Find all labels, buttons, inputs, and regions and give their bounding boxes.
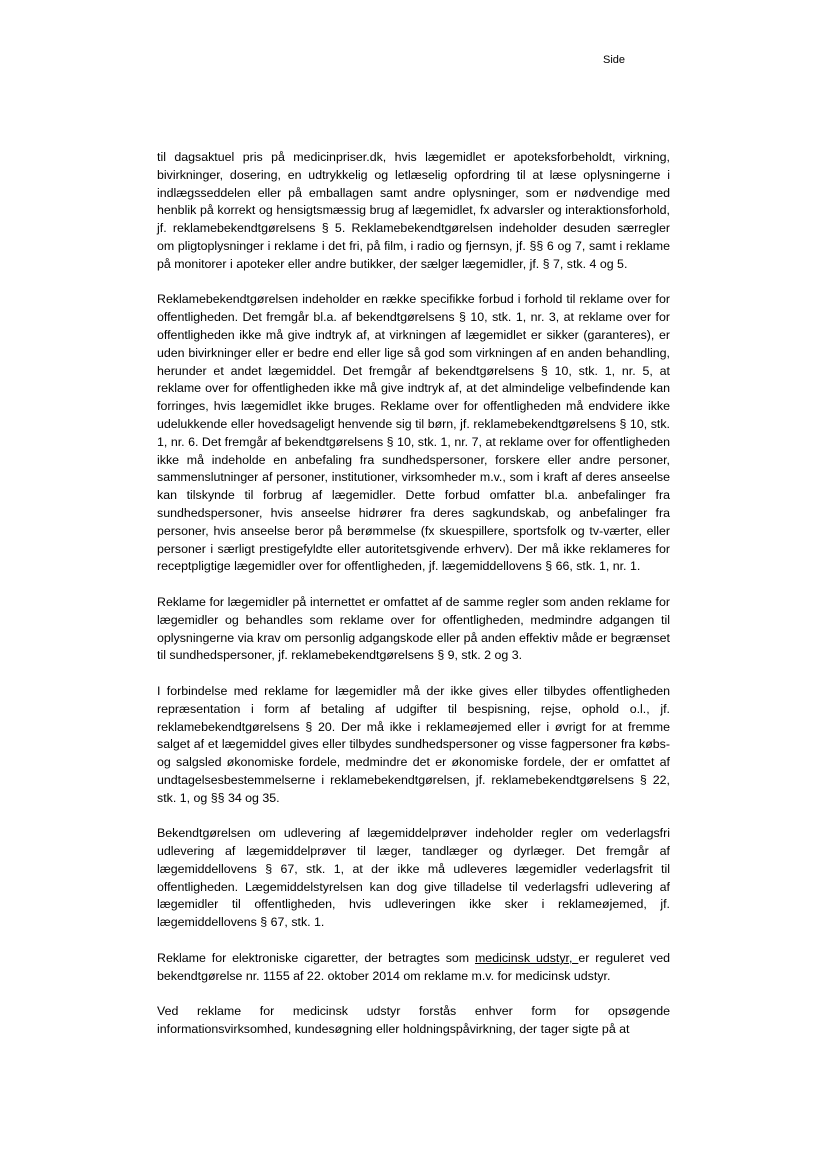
paragraph-repraesentation: I forbindelse med reklame for lægemidler må der ikke gives eller tilbydes offentligheden repræsentation i form af betaling af udgifter til bespisning, rejse, ophold o.l., jf. reklamebekendtgørelsens § 20. Der må ikke i reklameøjemed eller i øvrigt for at fremme salget af et lægemiddel gives eller tilbydes sundhedspersoner og visse fagpersoner fra købs- og salgsled økonomiske fordele, medmindre det er økonomiske fordele, der er omfattet af undtagelsesbestemmelserne i reklamebekendtgørelsen, jf. reklamebekendtgørelsens § 22, stk. 1, og §§ 34 og 35. (157, 683, 670, 805)
paragraph-medicinsk-udstyr: Ved reklame for medicinsk udstyr forstås enhver form for opsøgende informationsvirksomhed, kundesøgning eller holdningspåvirkning, der tager sigte på at (157, 1004, 670, 1037)
paragraph-forbud-offentligheden: Reklamebekendtgørelsen indeholder en række specifikke forbud i forhold til reklame over for offentligheden. Det fremgår bl.a. af bekendtgørelsens § 10, stk. 1, nr. 3, at reklame over for offentligheden ikke må give indtryk af, at virkningen af lægemidlet er sikker (garanteres), er uden bivirkninger eller er bedre end eller lige så god som virkningen af en anden behandling, herunder et andet lægemiddel. Det fremgår af bekendtgørelsens § 10, stk. 1, nr. 5, at reklame over for offentligheden ikke må give indtryk af, at det almindelige velbefindende kan forringes, hvis lægemidlet ikke bruges. Reklame over for offentligheden må endvidere ikke udelukkende eller hovedsageligt henvende sig til børn, jf. reklamebekendtgørelsens § 10, stk. 1, nr. 6. Det fremgår af bekendtgørelsens § 10, stk. 1, nr. 7, at reklame over for offentligheden ikke må indeholde en anbefaling fra sundhedspersoner, forskere eller andre personer, sammenslutninger af personer, institutioner, virksomheder m.v., som i kraft af deres anseelse kan tilskynde til forbrug af lægemidler. Dette forbud omfatter bl.a. anbefalinger fra sundhedspersoner, hvis anseelse hidrører fra deres sagkundskab, og anbefalinger fra personer, hvis anseelse beror på berømmelse (fx skuespillere, sportsfolk og tv-værter, eller personer i særligt prestigefyldte eller autoritetsgivende erhverv). Der må ikke reklameres for receptpligtige lægemidler over for offentligheden, jf. lægemiddellovens § 66, stk. 1, nr. 1. (157, 292, 670, 574)
paragraph-e-cigaretter (157, 950, 670, 986)
medicinsk-udstyr-link[interactable]: medicinsk udstyr, (474, 950, 579, 965)
e-cigaretter-text-after: er reguleret ved bekendtgørelse nr. 1155 af 22. oktober 2014 om reklame m.v. for medicinsk udstyr. (157, 950, 670, 983)
document-body (157, 149, 670, 1057)
e-cigaretter-text-before: Reklame for elektroniske cigaretter, der betragtes som (157, 950, 475, 965)
paragraph-pligtoplysninger: til dagsaktuel pris på medicinpriser.dk, hvis lægemidlet er apoteksforbeholdt, virkning, bivirkninger, dosering, en udtrykkelig og letlæselig opfordring til at læse oplysningerne i indlægsseddelen eller på emballagen samt andre oplysninger, som er nødvendige med henblik på korrekt og hensigtsmæssig brug af lægemidlet, fx advarsler og interaktionsforhold, jf. reklamebekendtgørelsens § 5. Reklamebekendtgørelsen indeholder desuden særregler om pligtoplysninger i reklame i det fri, på film, i radio og fjernsyn, jf. §§ 6 og 7, samt i reklame på monitorer i apoteker eller andre butikker, der sælger lægemidler, jf. § 7, stk. 4 og 5. (157, 150, 670, 271)
paragraph-laegemiddelproever: Bekendtgørelsen om udlevering af lægemiddelprøver indeholder regler om vederlagsfri udlevering af lægemiddelprøver til læger, tandlæger og dyrlæger. Det fremgår af lægemiddellovens § 67, stk. 1, at der ikke må udleveres lægemidler vederlagsfrit til offentligheden. Lægemiddelstyrelsen kan dog give tilladelse til vederlagsfri udlevering af lægemidler til offentligheden, hvis udleveringen ikke sker i reklameøjemed, jf. lægemiddellovens § 67, stk. 1. (157, 826, 670, 930)
paragraph-internet-reklame: Reklame for lægemidler på internettet er omfattet af de samme regler som anden reklame for lægemidler og behandles som reklame over for offentligheden, medmindre adgangen til oplysningerne via krav om personlig adgangskode eller på anden effektiv måde er begrænset til sundhedspersoner, jf. reklamebekendtgørelsens § 9, stk. 2 og 3. (157, 594, 670, 663)
page-header-label: Side (603, 54, 626, 66)
